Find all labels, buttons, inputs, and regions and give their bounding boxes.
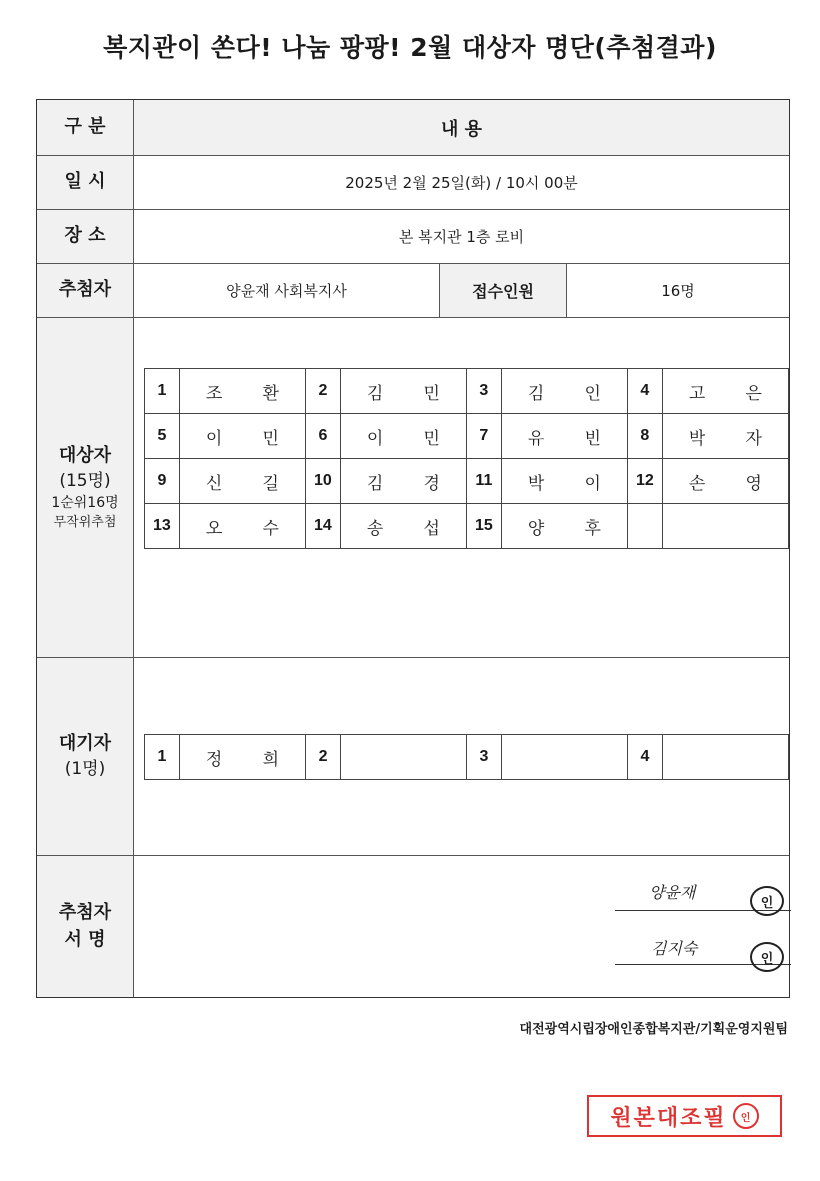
target-cell-name (501, 504, 627, 549)
waitlist-grid (144, 734, 789, 780)
waitlist-title: 대기자 (58, 733, 112, 755)
target-cell-number: 15 (466, 504, 501, 549)
target-cell-name (179, 504, 305, 549)
header-label: 구 분 (37, 100, 134, 155)
signer1-name: 양윤재 (649, 883, 696, 902)
signature-label (37, 856, 134, 997)
target-cell-name (662, 369, 788, 414)
target-cell-name (179, 369, 305, 414)
place-row (37, 210, 789, 264)
target-cell-name-first: 김 (366, 383, 384, 404)
target-cell-name-last: 인 (584, 383, 601, 404)
drawer-label: 추첨자 (37, 264, 134, 317)
signer2-name: 김지숙 (651, 939, 698, 958)
waitlist-cell-name-last: 희 (262, 749, 280, 770)
target-cell-name (179, 414, 305, 459)
target-cell-name-first: 김 (527, 383, 545, 404)
received-label: 접수인원 (440, 264, 567, 317)
waitlist-cell-name (662, 735, 788, 780)
drawer-value: 양윤재 사회복지사 (134, 264, 440, 317)
targets-title: 대상자 (58, 444, 112, 466)
target-cell-number: 12 (627, 459, 662, 504)
waitlist-row (37, 658, 789, 856)
target-cell-number: 9 (145, 459, 180, 504)
target-cell-name-first: 손 (688, 473, 706, 494)
target-cell-row (145, 459, 789, 504)
target-cell-row (145, 369, 789, 414)
targets-method: 무작위추첨 (53, 514, 117, 530)
stamp-text: 원본대조필 (610, 1105, 727, 1131)
signature-title: 추첨자 (58, 902, 112, 924)
targets-priority: 1순위16명 (51, 495, 119, 512)
target-cell-name-last: 길 (262, 473, 279, 494)
targets-count: (15명) (59, 470, 111, 491)
stamp-seal-icon: 인 (733, 1103, 759, 1129)
waitlist-cell-number: 4 (628, 735, 663, 780)
target-cell-name (662, 414, 788, 459)
date-label: 일 시 (37, 156, 134, 209)
target-cell-name-first: 유 (527, 428, 545, 449)
target-cell-name (340, 459, 466, 504)
signer1-seal: 인 (750, 886, 784, 916)
target-cell-number: 1 (145, 369, 180, 414)
certified-copy-stamp (587, 1095, 782, 1137)
targets-grid (144, 368, 789, 549)
target-cell-row (145, 414, 789, 459)
target-cell-row (145, 504, 789, 549)
target-cell-number: 5 (145, 414, 180, 459)
signature-row (37, 856, 789, 997)
target-cell-name-last: 빈 (584, 428, 601, 449)
target-cell-name-last: 후 (584, 518, 601, 539)
waitlist-cell-name (501, 735, 627, 780)
target-cell-number: 4 (627, 369, 662, 414)
signer2-seal: 인 (750, 942, 784, 972)
target-cell-name (501, 459, 627, 504)
header-row (37, 100, 789, 156)
target-cell-name (501, 414, 627, 459)
target-cell-name-last: 민 (423, 383, 440, 404)
target-cell-number: 7 (466, 414, 501, 459)
target-cell-name-first: 오 (205, 518, 223, 539)
target-cell-number: 10 (305, 459, 340, 504)
date-row (37, 156, 789, 210)
target-cell-name (340, 504, 466, 549)
target-cell-name-last: 경 (423, 473, 440, 494)
target-cell-name-last: 섭 (423, 518, 440, 539)
target-cell-name (662, 459, 788, 504)
target-cell-name-first: 양 (527, 518, 545, 539)
target-cell-name (340, 369, 466, 414)
target-cell-number (627, 504, 662, 549)
waitlist-label (37, 658, 134, 855)
target-cell-name-first: 이 (366, 428, 384, 449)
drawer-row (37, 264, 789, 318)
lottery-table (36, 99, 790, 998)
target-cell-name-last: 민 (423, 428, 440, 449)
target-cell-name-first: 박 (527, 473, 545, 494)
place-label: 장 소 (37, 210, 134, 263)
target-cell-name-last: 영 (745, 473, 762, 494)
target-cell-number: 2 (305, 369, 340, 414)
waitlist-cell-row (145, 735, 789, 780)
target-cell-name-first: 이 (205, 428, 223, 449)
waitlist-cell-name (179, 735, 305, 780)
place-value: 본 복지관 1층 로비 (398, 228, 525, 246)
target-cell-name (662, 504, 788, 549)
organization-footer: 대전광역시립장애인종합복지관/기획운영지원팀 (519, 1022, 788, 1037)
waitlist-cell-name (340, 735, 466, 780)
target-cell-number: 8 (627, 414, 662, 459)
target-cell-number: 6 (305, 414, 340, 459)
target-cell-name (179, 459, 305, 504)
targets-row (37, 318, 789, 658)
waitlist-count: (1명) (64, 759, 106, 780)
waitlist-cell-number: 2 (306, 735, 341, 780)
signature-subtitle: 서 명 (64, 928, 106, 950)
page-title: 복지관이 쏜다! 나눔 팡팡! 2월 대상자 명단(추첨결과) (103, 33, 717, 62)
target-cell-name-last: 민 (262, 428, 279, 449)
date-value: 2025년 2월 25일(화) / 10시 00분 (345, 174, 578, 192)
target-cell-name-first: 김 (366, 473, 384, 494)
target-cell-number: 14 (305, 504, 340, 549)
target-cell-name-first: 고 (688, 383, 706, 404)
target-cell-name-last: 자 (745, 428, 762, 449)
target-cell-number: 11 (466, 459, 501, 504)
target-cell-name-last: 환 (262, 383, 279, 404)
target-cell-name-last: 은 (745, 383, 762, 404)
waitlist-cell-number: 3 (467, 735, 502, 780)
target-cell-name-last: 수 (262, 518, 279, 539)
targets-label (37, 318, 134, 657)
target-cell-name (501, 369, 627, 414)
target-cell-number: 13 (145, 504, 180, 549)
waitlist-cell-number: 1 (145, 735, 180, 780)
target-cell-name-first: 조 (205, 383, 223, 404)
received-value: 16명 (661, 282, 695, 300)
header-content: 내 용 (134, 100, 789, 155)
target-cell-name (340, 414, 466, 459)
target-cell-name-first: 박 (688, 428, 706, 449)
target-cell-number: 3 (466, 369, 501, 414)
waitlist-cell-name-first: 정 (205, 749, 223, 770)
target-cell-name-first: 송 (366, 518, 384, 539)
target-cell-name-first: 신 (205, 473, 223, 494)
target-cell-name-last: 이 (584, 473, 601, 494)
